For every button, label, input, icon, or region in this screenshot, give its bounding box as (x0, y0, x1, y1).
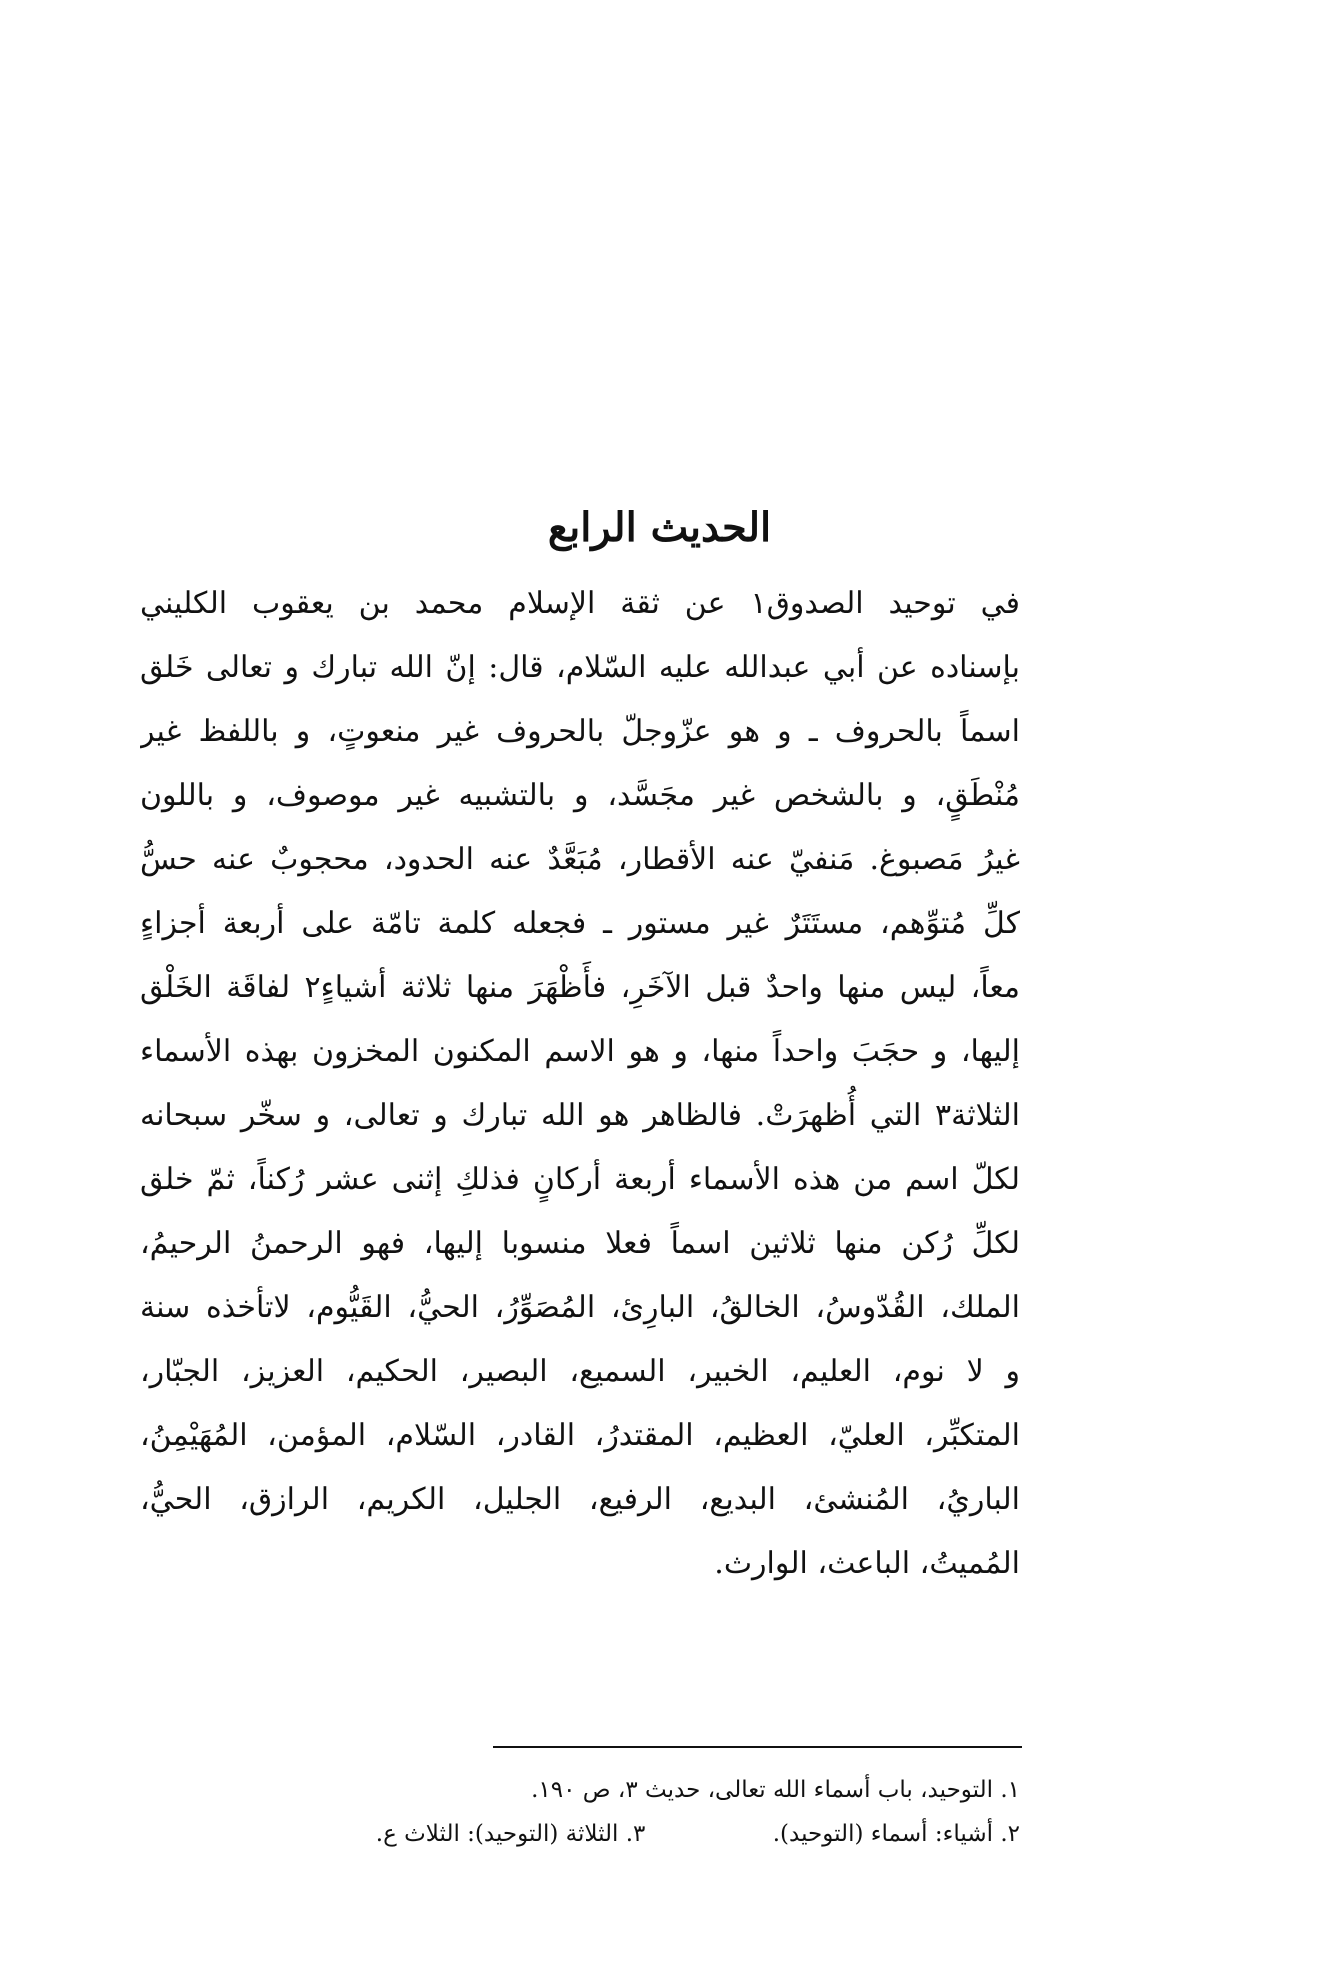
text-line-1: في توحيد الصدوق١ عن ثقة الإسلام محمد بن يعقوب الكليني (140, 586, 1020, 621)
text-line-5: غيرُ مَصبوغ. مَنفيّ عنه الأقطار، مُبَعَّدٌ عنه الحدود، محجوبٌ عنه حسُّ (140, 842, 1020, 877)
text-line-12: الملك، القُدّوسُ، الخالقُ، البارِئ، المُصَوِّرُ، الحيُّ، القَيُّوم، لاتأخذه سنة (140, 1290, 1020, 1325)
footnote-1: ١. التوحيد، باب أسماء الله تعالى، حديث ٣، ص ١٩٠. (531, 1777, 1020, 1803)
text-line-4: مُنْطَقٍ، و بالشخص غير مجَسَّد، و بالتشبيه غير موصوف، و باللون (140, 778, 1020, 813)
footnote-row-1 (140, 1768, 1020, 1812)
text-line-15: الباريُ، المُنشئ، البديع، الرفيع، الجليل، الكريم، الرازق، الحيُّ، (140, 1482, 1020, 1517)
text-line-13: و لا نوم، العليم، الخبير، السميع، البصير، الحكيم، العزيز، الجبّار، (140, 1354, 1020, 1389)
footnote-2: ٢. أشياء: أسماء (التوحيد). (772, 1821, 1020, 1847)
text-line-7: معاً، ليس منها واحدٌ قبل الآخَرِ، فأَظْهَرَ منها ثلاثة أشياءٍ٢ لفاقَة الخَلْق (140, 970, 1020, 1005)
footnote-divider (493, 1746, 1022, 1748)
footnote-3: ٣. الثلاثة (التوحيد): الثلاث ع. (375, 1821, 646, 1847)
text-line-6: كلِّ مُتوِّهم، مستَتَرٌ غير مستور ـ فجعله كلمة تامّة على أربعة أجزاءٍ (140, 906, 1020, 941)
text-line-14: المتكبِّر، العليّ، العظيم، المقتدرُ، القادر، السّلام، المؤمن، المُهَيْمِنُ، (140, 1418, 1020, 1453)
hadith-paragraph (140, 572, 1020, 1596)
text-line-11: لكلِّ رُكن منها ثلاثين اسماً فعلا منسوبا إليها، فهو الرحمنُ الرحيمُ، (140, 1226, 1020, 1261)
text-line-10: لكلّ اسم من هذه الأسماء أربعة أركانٍ فذلكِ إثنى عشر رُكناً، ثمّ خلق (140, 1162, 1020, 1197)
text-line-8: إليها، و حجَبَ واحداً منها، و هو الاسم المكنون المخزون بهذه الأسماء (140, 1034, 1020, 1069)
text-line-3: اسماً بالحروف ـ و هو عزّوجلّ بالحروف غير منعوتٍ، و باللفظ غير (140, 714, 1020, 749)
footnote-row-2 (140, 1812, 1020, 1856)
text-line-16: المُميتُ، الباعث، الوارث. (714, 1546, 1020, 1581)
text-line-2: بإسناده عن أبي عبدالله عليه السّلام، قال: إنّ الله تبارك و تعالى خَلق (140, 650, 1020, 685)
page-title: الحديث الرابع (547, 504, 772, 551)
footnotes (140, 1768, 1020, 1856)
text-line-9: الثلاثة٣ التي أُظهرَتْ. فالظاهر هو الله تبارك و تعالى، و سخّر سبحانه (140, 1098, 1020, 1133)
